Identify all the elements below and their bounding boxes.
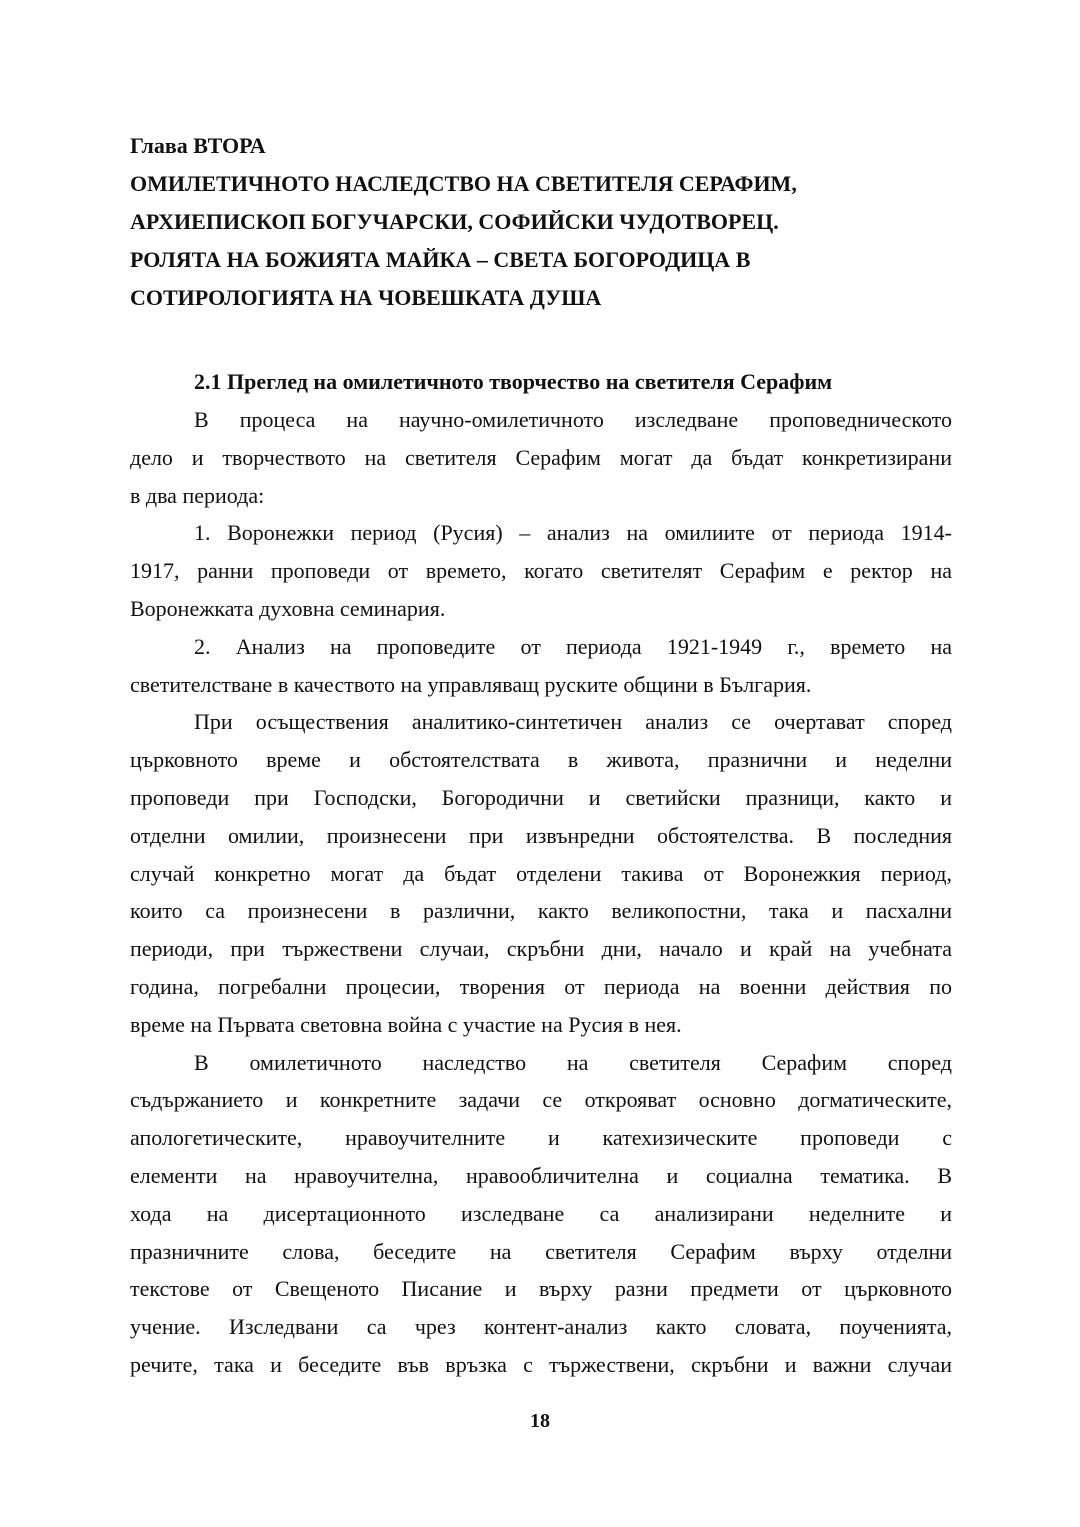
paragraph-line: В омилетичното наследство на светителя Серафим според <box>194 1049 952 1075</box>
paragraph-line: В процеса на научно-омилетичното изследване проповедническото <box>194 407 952 432</box>
paragraph <box>130 628 952 704</box>
paragraph-line: периоди, при тържествени случаи, скръбни дни, начало и край на учебната <box>130 936 952 962</box>
paragraph-line: учение. Изследвани са чрез контент-анализ както словата, поученията, <box>130 1314 952 1340</box>
chapter-title <box>130 165 952 317</box>
paragraph-line: елементи на нравоучителна, нравообличителна и социална тематика. В <box>130 1162 952 1188</box>
page-number: 18 <box>530 1410 550 1432</box>
paragraph-line: случай конкретно могат да бъдат отделени такива от Воронежкия период, <box>130 860 952 886</box>
paragraph <box>130 1044 952 1384</box>
paragraph <box>130 401 952 514</box>
paragraph-line: дело и творчеството на светителя Серафим могат да бъдат конкретизирани <box>130 444 952 470</box>
paragraph-line: речите, така и беседите във връзка с тържествени, скръбни и важни случаи <box>130 1351 952 1377</box>
paragraph-line: светителстване в качеството на управляващ руските общини в България. <box>130 671 812 697</box>
paragraph-line: апологетическите, нравоучителните и катехизическите проповеди с <box>130 1125 952 1151</box>
paragraph <box>130 514 952 627</box>
paragraph-line: църковното време и обстоятелствата в живота, празнични и неделни <box>130 747 952 773</box>
paragraph-line: отделни омилии, произнесени при извънредни обстоятелства. В последния <box>130 822 952 848</box>
paragraph-line: 1. Воронежки период (Русия) – анализ на омилиите от периода 1914- <box>194 520 952 546</box>
chapter-label: Глава ВТОРА <box>130 133 266 158</box>
chapter-title-line: АРХИЕПИСКОП БОГУЧАРСКИ, СОФИЙСКИ ЧУДОТВОРЕЦ. <box>130 209 779 234</box>
chapter-title-line: СОТИРОЛОГИЯТА НА ЧОВЕШКАТА ДУША <box>130 285 602 310</box>
paragraph-line: проповеди при Господски, Богородични и светийски празници, както и <box>130 784 952 810</box>
paragraph-line: празничните слова, беседите на светителя Серафим върху отделни <box>130 1238 952 1264</box>
paragraph-line: Воронежката духовна семинария. <box>130 595 446 621</box>
paragraph-line: При осъществения аналитико-синтетичен анализ се очертават според <box>194 709 952 735</box>
paragraph-line: време на Първата световна война с участие на Русия в нея. <box>130 1011 682 1037</box>
paragraph-line: които са произнесени в различни, както великопостни, така и пасхални <box>130 898 952 924</box>
paragraph-line: година, погребални процесии, творения от периода на военни действия по <box>130 973 952 999</box>
paragraph-line: хода на дисертационното изследване са анализирани неделните и <box>130 1200 952 1226</box>
paragraph-line: 2. Анализ на проповедите от периода 1921-1949 г., времето на <box>194 633 952 659</box>
paragraph-line: в два периода: <box>130 482 265 508</box>
chapter-title-line: ОМИЛЕТИЧНОТО НАСЛЕДСТВО НА СВЕТИТЕЛЯ СЕРАФИМ, <box>130 171 797 196</box>
paragraph-line: съдържанието и конкретните задачи се открояват основно догматическите, <box>130 1087 952 1113</box>
document-page <box>130 127 952 1384</box>
chapter-title-line: РОЛЯТА НА БОЖИЯТА МАЙКА – СВЕТА БОГОРОДИЦА В <box>130 247 751 272</box>
paragraph-line: 1917, ранни проповеди от времето, когато светителят Серафим е ректор на <box>130 558 952 584</box>
paragraph-line: текстове от Свещеното Писание и върху разни предмети от църковното <box>130 1276 952 1302</box>
section-heading: 2.1 Преглед на омилетичното творчество на светителя Серафим <box>194 369 833 394</box>
paragraph <box>130 703 952 1043</box>
